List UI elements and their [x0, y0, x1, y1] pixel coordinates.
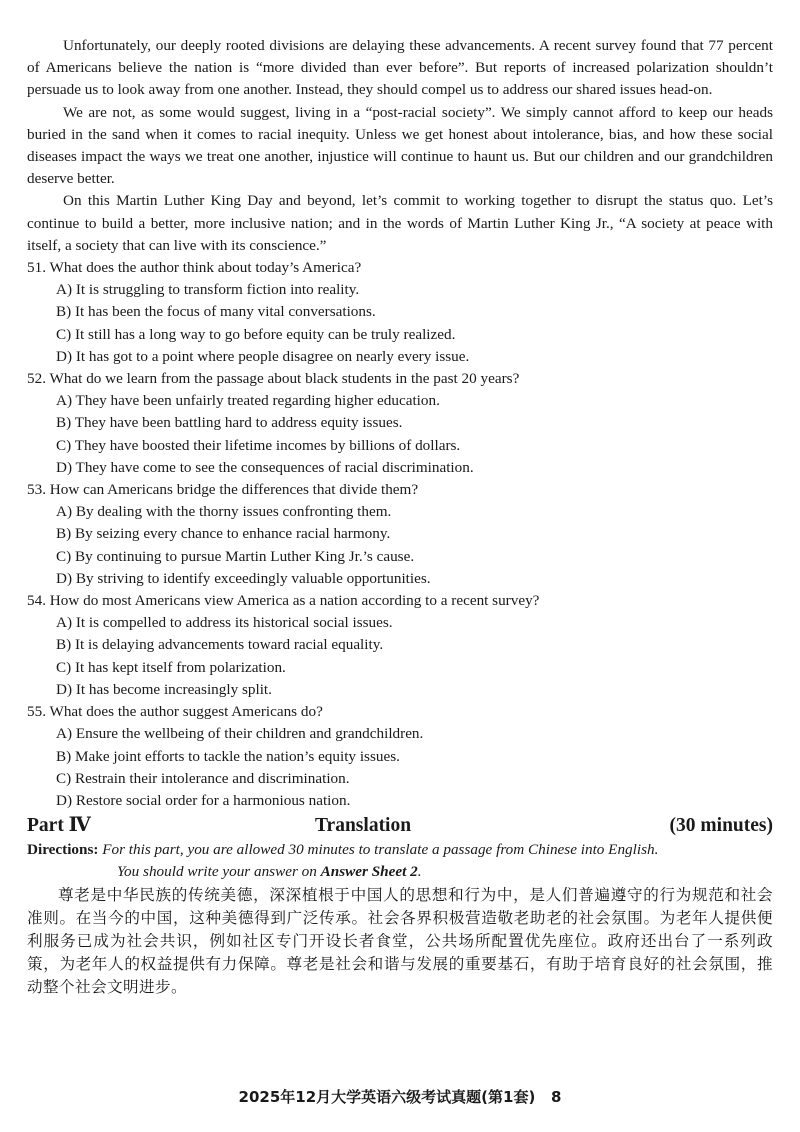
option-a: A) It is struggling to transform fiction into reality. — [56, 281, 360, 299]
option-c: C) They have boosted their lifetime incomes by billions of dollars. — [56, 436, 461, 454]
option-b: B) It has been the focus of many vital conversations. — [56, 303, 376, 321]
question-53 — [27, 479, 773, 590]
directions-line-1 — [27, 839, 773, 861]
option-a: A) By dealing with the thorny issues confronting them. — [56, 503, 392, 521]
option-b: B) It is delaying advancements toward racial equality. — [56, 636, 384, 654]
passage-paragraph-2: We are not, as some would suggest, living in a “post-racial society”. We simply cannot afford to keep our heads buried in the sand when it comes to racial inequity. Unless we get honest about intolerance, bias, and how these social diseases impact the ways we treat one another, injustice will continue to haunt us. But our children and our grandchildren deserve better. — [27, 103, 773, 188]
directions-line-2 — [27, 861, 773, 883]
question-stem: 53. How can Americans bridge the differences that divide them? — [27, 481, 419, 499]
question-stem: 54. How do most Americans view America as a nation according to a recent survey? — [27, 592, 540, 610]
question-54 — [27, 590, 773, 701]
passage-paragraph-3: On this Martin Luther King Day and beyond, let’s commit to working together to disrupt the status quo. Let’s continue to build a better, more inclusive nation; and in the words of Martin Luther King Jr., “A society at peace with itself, a society that can live with its conscience.” — [27, 192, 773, 254]
option-d: D) Restore social order for a harmonious nation. — [56, 791, 351, 809]
chinese-passage: 尊老是中华民族的传统美德，深深植根于中国人的思想和行为中，是人们普遍遵守的行为规范和社会准则。在当今的中国，这种美德得到广泛传承。社会各界积极营造敬老助老的社会氛围。为老年人提供便利服务已成为社会共识，例如社区专门开设长者食堂，公共场所配置优先座位。政府还出台了一系列政策，为老年人的权益提供有力保障。尊老是社会和谐与发展的重要基石，有助于培育良好的社会氛围，推动整个社会文明进步。 — [27, 885, 773, 996]
directions-label: Directions: — [27, 841, 99, 859]
part-header — [27, 813, 773, 839]
option-d: D) It has become increasingly split. — [56, 680, 272, 698]
option-a: A) It is compelled to address its historical social issues. — [56, 614, 393, 632]
directions-text-2-end: . — [417, 863, 422, 881]
directions-text-1: For this part, you are allowed 30 minutes to translate a passage from Chinese into English. — [98, 841, 659, 859]
page-content — [27, 35, 773, 999]
option-d: D) They have come to see the consequences of racial discrimination. — [56, 458, 474, 476]
option-d: D) It has got to a point where people disagree on nearly every issue. — [56, 347, 470, 365]
option-a: A) They have been unfairly treated regarding higher education. — [56, 392, 440, 410]
question-stem: 51. What does the author think about today’s America? — [27, 259, 362, 277]
question-55 — [27, 701, 773, 812]
option-c: C) Restrain their intolerance and discrimination. — [56, 769, 350, 787]
option-c: C) It still has a long way to go before equity can be truly realized. — [56, 325, 456, 343]
question-stem: 55. What does the author suggest Americans do? — [27, 703, 323, 721]
answer-sheet-ref: Answer Sheet 2 — [320, 863, 418, 881]
part-time: (30 minutes) — [669, 815, 773, 837]
question-stem: 52. What do we learn from the passage about black students in the past 20 years? — [27, 370, 520, 388]
option-c: C) By continuing to pursue Martin Luther King Jr.’s cause. — [56, 547, 415, 565]
question-52 — [27, 368, 773, 479]
option-a: A) Ensure the wellbeing of their children and grandchildren. — [56, 725, 424, 743]
option-c: C) It has kept itself from polarization. — [56, 658, 286, 676]
option-b: B) They have been battling hard to address equity issues. — [56, 414, 403, 432]
option-b: B) Make joint efforts to tackle the nation’s equity issues. — [56, 747, 400, 765]
part-title: Translation — [315, 815, 412, 837]
option-d: D) By striving to identify exceedingly valuable opportunities. — [56, 569, 431, 587]
directions-text-2: You should write your answer on — [117, 863, 321, 881]
part-label: Part Ⅳ — [27, 815, 91, 837]
page-footer: 2025年12月大学英语六级考试真题(第1套) 8 — [238, 1088, 562, 1106]
question-51 — [27, 257, 773, 368]
option-b: B) By seizing every chance to enhance racial harmony. — [56, 525, 391, 543]
passage-paragraph-1: Unfortunately, our deeply rooted divisions are delaying these advancements. A recent survey found that 77 percent of Americans believe the nation is “more divided than ever before”. But reports of increased polarization shouldn’t persuade us to look away from one another. Instead, they should compel us to address our shared issues head-on. — [27, 37, 773, 99]
